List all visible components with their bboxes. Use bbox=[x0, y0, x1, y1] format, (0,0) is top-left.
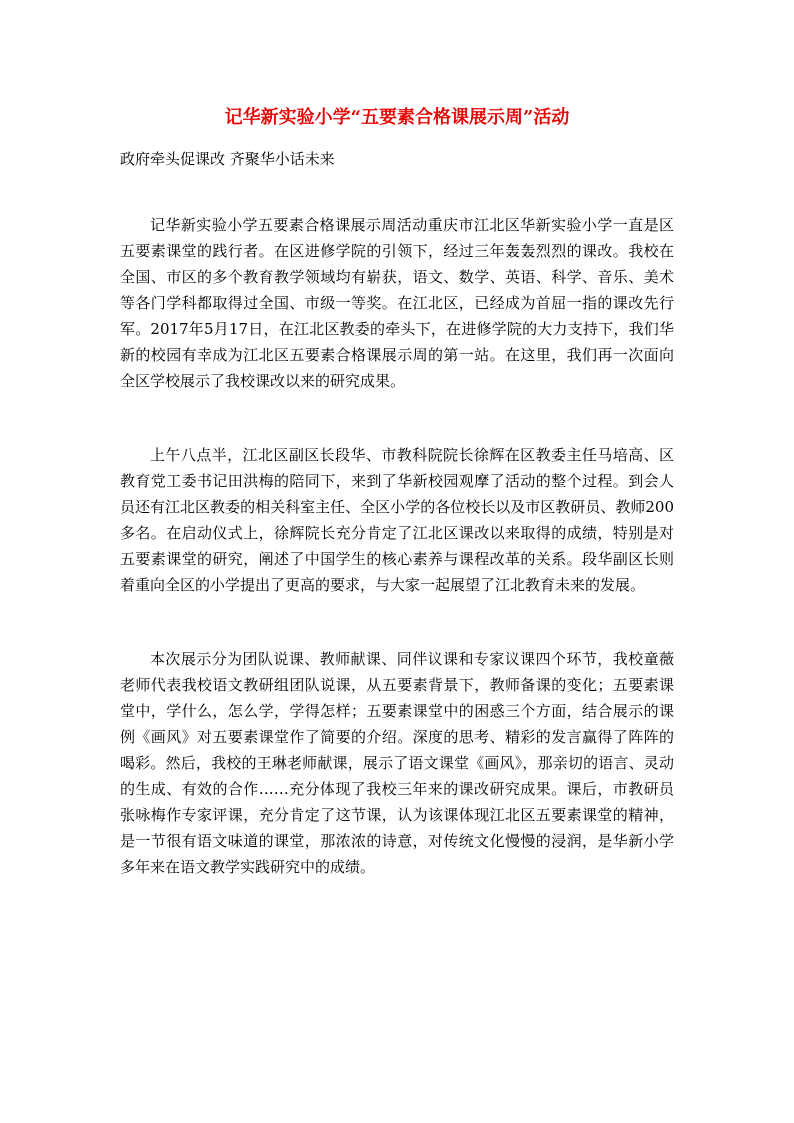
document-body bbox=[120, 212, 674, 880]
document-title: 记华新实验小学“五要素合格课展示周”活动 bbox=[224, 107, 570, 128]
paragraph-1: 记华新实验小学五要素合格课展示周活动重庆市江北区华新实验小学一直是区五要素课堂的践行者。在区进修学院的引领下，经过三年轰轰烈烈的课改。我校在全国、市区的多个教育教学领域均有崭获，语文、数学、英语、科学、音乐、美术等各门学科都取得过全国、市级一等奖。在江北区，已经成为首屈一指的课改先行军。2017年5月17日，在江北区教委的牵头下，在进修学院的大力支持下，我们华新的校园有幸成为江北区五要素合格课展示周的第一站。在这里，我们再一次面向全区学校展示了我校课改以来的研究成果。 bbox=[120, 216, 674, 390]
document-subtitle: 政府牵头促课改 齐聚华小话未来 bbox=[120, 150, 335, 168]
paragraph-2: 上午八点半，江北区副区长段华、市教科院院长徐辉在区教委主任马培高、区教育党工委书记田洪梅的陪同下，来到了华新校园观摩了活动的整个过程。到会人员还有江北区教委的相关科室主任、全区小学的各位校长以及市区教研员、教师200多名。在启动仪式上，徐辉院长充分肯定了江北区课改以来取得的成绩，特别是对五要素课堂的研究，阐述了中国学生的核心素养与课程改革的关系。段华副区长则着重向全区的小学提出了更高的要求，与大家一起展望了江北教育未来的发展。 bbox=[120, 446, 674, 594]
paragraph-3: 本次展示分为团队说课、教师献课、同伴议课和专家议课四个环节，我校童薇老师代表我校语文教研组团队说课，从五要素背景下，教师备课的变化；五要素课堂中，学什么，怎么学，学得怎样；五要素课堂中的困惑三个方面，结合展示的课例《画风》对五要素课堂作了简要的介绍。深度的思考、精彩的发言赢得了阵阵的喝彩。然后，我校的王琳老师献课，展示了语文课堂《画风》，那亲切的语言、灵动的生成、有效的合作……充分体现了我校三年来的课改研究成果。课后，市教研员张咏梅作专家评课，充分肯定了这节课，认为该课体现江北区五要素课堂的精神，是一节很有语文味道的课堂，那浓浓的诗意，对传统文化慢慢的浸润，是华新小学多年来在语文教学实践研究中的成绩。 bbox=[120, 650, 674, 876]
